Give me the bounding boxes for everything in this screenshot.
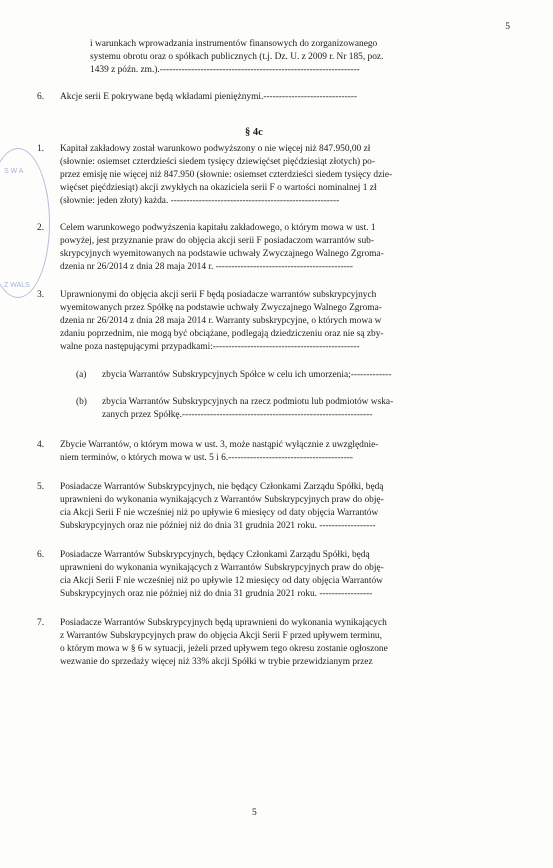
item-number: 6. — [37, 92, 45, 102]
stamp-lettering: S W A — [4, 168, 24, 175]
text-line: uprawnieni do wykonania wynikających z Warrantów Subskrypcyjnych praw do obję- — [60, 563, 384, 573]
item-number: 4. — [37, 440, 45, 450]
text-line: Uprawnionymi do objęcia akcji serii F będą posiadacze warrantów subskrypcyjnych — [60, 290, 377, 300]
text-line: cia Akcji Serii F nie wcześniej niż po upływie 6 miesięcy od daty objęcia Warrantów — [60, 508, 379, 518]
sub-item-letter: (a) — [76, 370, 87, 380]
text-line: Kapitał zakładowy został warunkowo podwyższony o nie więcej niż 847.950,00 zł — [60, 144, 371, 154]
section-heading: § 4c — [245, 127, 263, 138]
text-line: więćset pięćdziesiąt) akcji zwykłych na okaziciela serii F o wartości nominalnej 1 zł — [60, 183, 377, 193]
text-line: cia Akcji Serii F nie wcześniej niż po upływie 12 miesięcy od daty objęcia Warrantów — [60, 576, 383, 586]
text-line: dzenia nr 26/2014 z dnia 28 maja 2014 r. Warranty subskrypcyjne, o których mowa w — [60, 316, 382, 326]
text-line: Zbycie Warrantów, o którym mowa w ust. 3, może nastąpić wyłącznie z uwzględnie- — [60, 440, 379, 450]
text-line: systemu obrotu oraz o spółkach publicznych (t.j. Dz. U. z 2009 r. Nr 185, poz. — [90, 52, 384, 62]
text-line: powyżej, jest przyznanie praw do objęcia akcji serii F posiadaczom warrantów sub- — [60, 236, 374, 246]
text-line: zbycia Warrantów Subskrypcyjnych Spółce w celu ich umorzenia;------------- — [102, 370, 392, 380]
text-line: zbycia Warrantów Subskrypcyjnych na rzecz podmiotu lub podmiotów wska- — [102, 397, 394, 407]
text-line: Posiadacze Warrantów Subskrypcyjnych będą uprawnieni do wykonania wynikających — [60, 618, 387, 628]
stamp-lettering-bottom: Z WALS — [4, 282, 30, 289]
text-line: z Warrantów Subskrypcyjnych praw do objęcia Akcji Serii F przed upływem terminu, — [60, 631, 382, 641]
item-number: 5. — [37, 482, 45, 492]
text-line: i warunkach wprowadzania instrumentów finansowych do zorganizowanego — [90, 39, 378, 49]
text-line: (słownie: osiemset czterdzieści siedem tysięcy dziewięćset pięćdziesiąt złotych) po- — [60, 157, 375, 167]
text-line: 1439 z późn. zm.).---------------------------------------------------------------- — [90, 65, 360, 75]
text-line: Posiadacze Warrantów Subskrypcyjnych, będący Członkami Zarządu Spółki, będą — [60, 550, 370, 560]
text-line: przez emisję nie więcej niż 847.950 (słownie: osiemset czterdzieści siedem tysięcy dzie- — [60, 170, 393, 180]
item-number: 7. — [37, 618, 45, 628]
text-line: zanych przez Spółkę.------------------------------------------------------------- — [102, 410, 373, 420]
text-line: Posiadacze Warrantów Subskrypcyjnych, nie będący Członkami Zarządu Spółki, będą — [60, 482, 384, 492]
sub-item-letter: (b) — [76, 397, 87, 407]
text-line: Celem warunkowego podwyższenia kapitału zakładowego, o którym mowa w ust. 1 — [60, 223, 376, 233]
item-number: 1. — [37, 144, 45, 154]
item-number: 6. — [37, 550, 45, 560]
page-number-bottom: 5 — [252, 808, 257, 818]
text-line: uprawnieni do wykonania wynikających z Warrantów Subskrypcyjnych praw do obję- — [60, 495, 384, 505]
text-line: Akcje serii E pokrywane będą wkładami pieniężnymi.------------------------------ — [60, 92, 357, 102]
text-line: skrypcyjnych wyemitowanych na podstawie uchwały Zwyczajnego Walnego Zgroma- — [60, 249, 384, 259]
page-number-top: 5 — [505, 22, 510, 32]
text-line: wezwanie do sprzedaży więcej niż 33% akcji Spółki w trybie przewidzianym przez — [60, 657, 373, 667]
text-line: o którym mowa w § 6 w sytuacji, jeżeli przed upływem tego okresu zostanie ogłoszone — [60, 644, 388, 654]
text-line: walne poza następującymi przypadkami:----------------------------------------------- — [60, 342, 360, 352]
text-line: (słownie: jeden złoty) każda. ------------------------------------------------------ — [60, 196, 340, 206]
text-line: Subskrypcyjnych oraz nie później niż do dnia 31 grudnia 2021 roku. ------------------ — [60, 521, 376, 531]
text-line: niem terminów, o których mowa w ust. 5 i 6.---------------------------------------- — [60, 453, 353, 463]
text-line: wyemitowanych przez Spółkę na podstawie uchwały Zwyczajnego Walnego Zgroma- — [60, 303, 382, 313]
item-number: 3. — [37, 290, 45, 300]
text-line: dzenia nr 26/2014 z dnia 28 maja 2014 r. -------------------------------------------- — [60, 262, 354, 272]
text-line: Subskrypcyjnych oraz nie później niż do dnia 31 grudnia 2021 roku. ----------------- — [60, 589, 373, 599]
item-number: 2. — [37, 223, 45, 233]
text-line: zdaniu poprzednim, nie mogą być obciążane, podlegają dziedziczeniu oraz nie są zby- — [60, 329, 384, 339]
